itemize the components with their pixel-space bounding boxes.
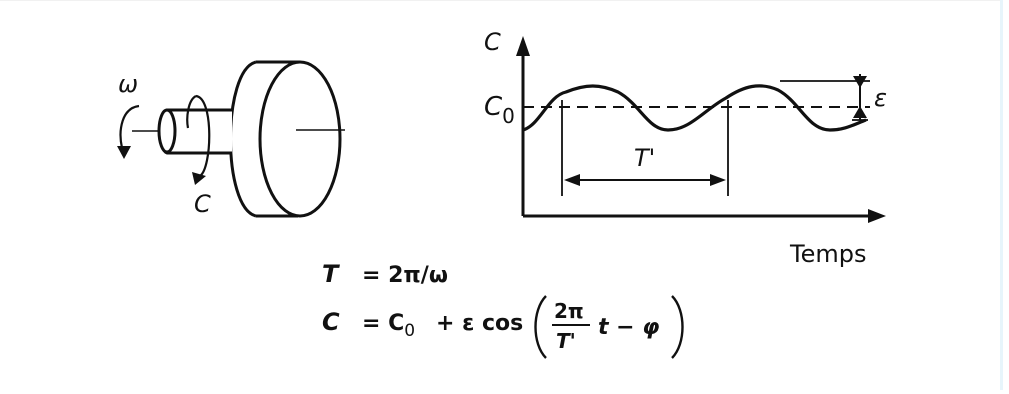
top-border xyxy=(0,0,1000,1)
formula2-eq-main: = C xyxy=(362,311,405,336)
torque-arrowhead xyxy=(192,172,206,185)
formula2-eq xyxy=(362,311,415,341)
formula2-lhs: C xyxy=(322,308,340,336)
omega-arrowhead xyxy=(117,146,131,159)
period-arrow-right xyxy=(710,174,726,186)
formula2-plus-cos: + ε cos xyxy=(436,311,524,336)
formula1-lhs: T xyxy=(322,260,339,288)
formula2-left-paren xyxy=(536,296,547,358)
torque-label: C xyxy=(194,190,211,218)
period-arrow-left xyxy=(564,174,580,186)
torque-graph xyxy=(516,36,886,223)
baseline-label xyxy=(484,92,515,128)
amplitude-arrow-down xyxy=(853,76,867,88)
fraction-numerator: 2π xyxy=(554,299,584,323)
rotor-drawing xyxy=(117,62,345,216)
y-axis-arrowhead xyxy=(516,36,530,56)
x-axis-label: Temps xyxy=(790,240,867,268)
amplitude-label: ε xyxy=(874,84,887,112)
formula-block xyxy=(322,260,683,358)
disk-front-face xyxy=(260,62,340,216)
shaft-end xyxy=(159,110,175,152)
omega-label: ω xyxy=(118,70,139,98)
x-axis-arrowhead xyxy=(868,209,886,223)
formula1-rhs: = 2π/ω xyxy=(362,263,448,288)
formula2-tail: t − φ xyxy=(598,315,660,340)
fraction-denominator: T' xyxy=(556,329,576,353)
baseline-label-main: C xyxy=(484,92,503,122)
disk-back-edge xyxy=(231,62,257,216)
right-border xyxy=(1000,0,1003,390)
period-label: T' xyxy=(634,144,656,172)
y-axis-label: C xyxy=(484,28,501,56)
baseline-label-sub: 0 xyxy=(502,104,515,128)
formula2-right-paren xyxy=(672,296,683,358)
omega-rotation-arc xyxy=(121,106,139,152)
formula2-eq-sub: 0 xyxy=(404,321,416,341)
